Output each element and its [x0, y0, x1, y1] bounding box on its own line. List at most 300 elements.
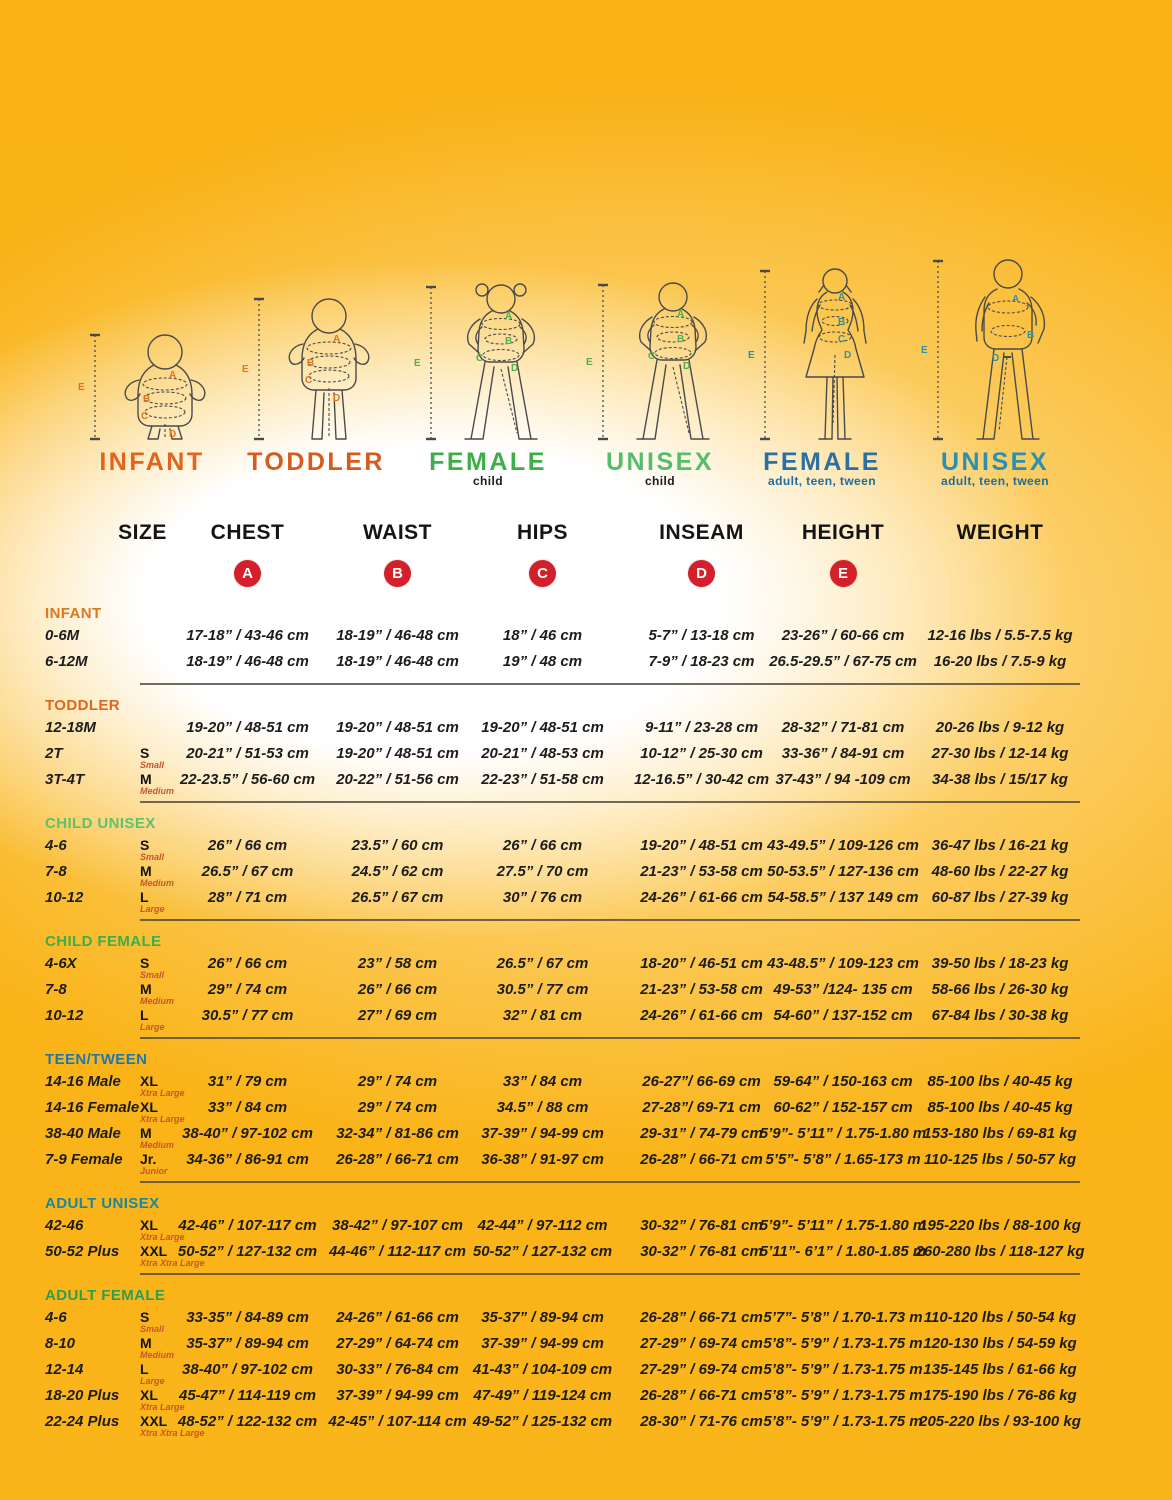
- row-label: 22-24 Plus: [45, 1412, 120, 1430]
- cell-inseam: 21-23” / 53-58 cm: [640, 862, 763, 880]
- cell-waist: 20-22” / 51-56 cm: [336, 770, 459, 788]
- svg-text:B: B: [505, 336, 513, 347]
- svg-text:A: A: [333, 334, 341, 345]
- size-cell: [140, 955, 190, 980]
- cell-height: 5’8”- 5’9” / 1.73-1.75 m: [763, 1334, 923, 1352]
- size-letter: S: [140, 745, 150, 761]
- cell-hips: 19-20” / 48-51 cm: [481, 718, 604, 736]
- size-cell: [140, 1007, 190, 1032]
- cell-weight: 260-280 lbs / 118-127 kg: [915, 1242, 1085, 1260]
- cell-hips: 35-37” / 89-94 cm: [481, 1308, 604, 1326]
- table-row: [0, 1002, 1172, 1032]
- cell-weight: 153-180 lbs / 69-81 kg: [923, 1124, 1077, 1142]
- cell-height: 50-53.5” / 127-136 cm: [767, 862, 919, 880]
- cell-hips: 41-43” / 104-109 cm: [472, 1360, 613, 1378]
- section-title-infant: INFANT: [45, 605, 102, 622]
- cell-waist: 18-19” / 46-48 cm: [336, 626, 459, 644]
- cell-weight: 48-60 lbs / 22-27 kg: [931, 862, 1069, 880]
- row-label: 12-14: [45, 1360, 84, 1378]
- size-letter: M: [140, 1125, 152, 1141]
- table-row: [0, 1382, 1172, 1412]
- row-label: 7-8: [45, 980, 67, 998]
- cell-weight: 110-125 lbs / 50-57 kg: [923, 1150, 1077, 1168]
- figure-female-adult: [747, 261, 897, 447]
- section-divider: [140, 1273, 1080, 1275]
- cell-weight: 205-220 lbs / 93-100 kg: [919, 1412, 1081, 1430]
- row-label: 6-12M: [45, 652, 88, 670]
- row-label: 14-16 Male: [45, 1072, 121, 1090]
- svg-text:C: C: [476, 353, 484, 364]
- size-sublabel: Large: [140, 1022, 165, 1032]
- table-row: [0, 884, 1172, 914]
- size-sublabel: Small: [140, 1324, 165, 1334]
- size-sublabel: Small: [140, 852, 165, 862]
- cell-waist: 44-46” / 112-117 cm: [328, 1242, 467, 1260]
- section-title-child-unisex: CHILD UNISEX: [45, 815, 156, 832]
- size-cell: [140, 837, 190, 862]
- figure-title: TODDLER: [247, 448, 385, 476]
- cell-height: 60-62” / 152-157 cm: [773, 1098, 913, 1116]
- svg-text:B: B: [677, 334, 685, 345]
- cell-hips: 37-39” / 94-99 cm: [481, 1124, 604, 1142]
- cell-inseam: 10-12” / 25-30 cm: [640, 744, 763, 762]
- svg-text:A: A: [169, 370, 177, 381]
- cell-hips: 30” / 76 cm: [502, 888, 583, 906]
- table-row: [0, 766, 1172, 796]
- size-letter: XL: [140, 1073, 158, 1089]
- cell-height: 5’8”- 5’9” / 1.73-1.75 m: [763, 1386, 923, 1404]
- cell-chest: 22-23.5” / 56-60 cm: [179, 770, 316, 788]
- section-title-child-female: CHILD FEMALE: [45, 933, 162, 950]
- cell-hips: 26” / 66 cm: [502, 836, 583, 854]
- size-sublabel: Small: [140, 970, 165, 980]
- table-row: [0, 622, 1172, 648]
- cell-inseam: 27-28”/ 69-71 cm: [642, 1098, 761, 1116]
- size-letter: M: [140, 981, 152, 997]
- figure-label-female-adult: [727, 449, 917, 488]
- cell-inseam: 26-28” / 66-71 cm: [640, 1386, 763, 1404]
- cell-weight: 27-30 lbs / 12-14 kg: [931, 744, 1069, 762]
- svg-text:C: C: [648, 351, 656, 362]
- badge-c-icon: C: [529, 560, 556, 587]
- row-label: 38-40 Male: [45, 1124, 121, 1142]
- figure-title: INFANT: [99, 448, 205, 476]
- cell-hips: 32” / 81 cm: [502, 1006, 583, 1024]
- cell-chest: 26.5” / 67 cm: [201, 862, 294, 880]
- cell-weight: 60-87 lbs / 27-39 kg: [931, 888, 1069, 906]
- size-letter: S: [140, 837, 150, 853]
- row-label: 4-6: [45, 836, 67, 854]
- cell-height: 5’9”- 5’11” / 1.75-1.80 m: [759, 1216, 927, 1234]
- row-label: 12-18M: [45, 718, 96, 736]
- cell-weight: 34-38 lbs / 15/17 kg: [932, 770, 1068, 788]
- size-cell: [140, 1217, 190, 1242]
- size-cell: [140, 1125, 190, 1150]
- cell-height: 5’7”- 5’8” / 1.70-1.73 m: [763, 1308, 923, 1326]
- cell-hips: 22-23” / 51-58 cm: [481, 770, 604, 788]
- cell-inseam: 24-26” / 61-66 cm: [640, 888, 763, 906]
- cell-hips: 33” / 84 cm: [502, 1072, 583, 1090]
- size-cell: [140, 981, 190, 1006]
- cell-chest: 50-52” / 127-132 cm: [177, 1242, 318, 1260]
- cell-chest: 48-52” / 122-132 cm: [177, 1412, 318, 1430]
- figure-label-unisex-adult: [900, 449, 1090, 488]
- svg-text:D: D: [169, 429, 177, 440]
- size-letter: Jr.: [140, 1151, 157, 1167]
- cell-hips: 37-39” / 94-99 cm: [481, 1334, 604, 1352]
- size-letter: L: [140, 1007, 149, 1023]
- size-sublabel: Xtra Large: [140, 1402, 185, 1412]
- cell-chest: 34-36” / 86-91 cm: [186, 1150, 309, 1168]
- figure-female-child: [413, 277, 563, 447]
- cell-waist: 38-42” / 97-107 cm: [332, 1216, 463, 1234]
- cell-inseam: 26-27”/ 66-69 cm: [642, 1072, 761, 1090]
- figure-subtitle: child: [472, 474, 503, 489]
- badge-e-icon: E: [830, 560, 857, 587]
- cell-chest: 42-46” / 107-117 cm: [178, 1216, 317, 1234]
- badge-row: [0, 550, 1172, 596]
- svg-text:D: D: [683, 361, 691, 372]
- table-header-row: [0, 516, 1172, 550]
- size-cell: [140, 745, 190, 770]
- size-cell: [140, 1335, 190, 1360]
- table-row: [0, 1212, 1172, 1242]
- svg-text:B: B: [1027, 330, 1035, 341]
- section-divider: [140, 683, 1080, 685]
- row-label: 0-6M: [45, 626, 80, 644]
- size-letter: XL: [140, 1099, 158, 1115]
- cell-waist: 30-33” / 76-84 cm: [336, 1360, 459, 1378]
- size-cell: [140, 889, 190, 914]
- cell-weight: 20-26 lbs / 9-12 kg: [935, 718, 1065, 736]
- cell-inseam: 5-7” / 13-18 cm: [648, 626, 755, 644]
- cell-chest: 38-40” / 97-102 cm: [182, 1360, 313, 1378]
- cell-hips: 47-49” / 119-124 cm: [473, 1386, 612, 1404]
- cell-chest: 30.5” / 77 cm: [201, 1006, 294, 1024]
- row-label: 2T: [45, 744, 63, 762]
- cell-waist: 37-39” / 94-99 cm: [336, 1386, 459, 1404]
- cell-weight: 67-84 lbs / 30-38 kg: [931, 1006, 1069, 1024]
- svg-text:E: E: [586, 357, 593, 368]
- cell-weight: 16-20 lbs / 7.5-9 kg: [933, 652, 1067, 670]
- size-cell: [140, 1073, 190, 1098]
- size-letter: M: [140, 863, 152, 879]
- cell-inseam: 29-31” / 74-79 cm: [640, 1124, 763, 1142]
- cell-inseam: 9-11” / 23-28 cm: [644, 718, 759, 736]
- cell-chest: 33-35” / 84-89 cm: [186, 1308, 309, 1326]
- table-row: [0, 1356, 1172, 1386]
- cell-inseam: 7-9” / 18-23 cm: [648, 652, 755, 670]
- cell-waist: 23.5” / 60 cm: [351, 836, 444, 854]
- cell-height: 28-32” / 71-81 cm: [781, 718, 905, 736]
- header-inseam: INSEAM: [659, 521, 744, 544]
- section-title-toddler: TODDLER: [45, 697, 121, 714]
- header-size: SIZE: [118, 521, 167, 544]
- svg-text:A: A: [505, 311, 513, 322]
- header-hips: HIPS: [516, 521, 568, 544]
- row-label: 18-20 Plus: [45, 1386, 120, 1404]
- cell-waist: 26-28” / 66-71 cm: [336, 1150, 459, 1168]
- size-sublabel: Xtra Large: [140, 1088, 185, 1098]
- cell-chest: 28” / 71 cm: [207, 888, 288, 906]
- figure-toddler: [241, 289, 391, 447]
- svg-text:C: C: [305, 375, 313, 386]
- cell-hips: 42-44” / 97-112 cm: [477, 1216, 608, 1234]
- svg-text:A: A: [677, 309, 685, 320]
- cell-inseam: 30-32” / 76-81 cm: [640, 1242, 763, 1260]
- section-title-adult-unisex: ADULT UNISEX: [45, 1195, 160, 1212]
- toddler-figure-icon: [241, 289, 391, 447]
- cell-hips: 30.5” / 77 cm: [496, 980, 589, 998]
- table-row: [0, 714, 1172, 740]
- cell-height: 33-36” / 84-91 cm: [781, 744, 905, 762]
- section-divider: [140, 1037, 1080, 1039]
- unisex-child-figure-icon: [585, 275, 735, 447]
- row-label: 42-46: [45, 1216, 84, 1234]
- header-height: HEIGHT: [801, 521, 885, 544]
- size-letter: M: [140, 771, 152, 787]
- cell-inseam: 19-20” / 48-51 cm: [640, 836, 763, 854]
- figure-label-toddler: [221, 449, 411, 475]
- figure-title: FEMALE: [763, 448, 881, 476]
- row-label: 4-6X: [45, 954, 77, 972]
- cell-waist: 19-20” / 48-51 cm: [336, 718, 459, 736]
- svg-text:A: A: [838, 292, 846, 303]
- row-label: 14-16 Female: [45, 1098, 140, 1116]
- row-label: 8-10: [45, 1334, 76, 1352]
- size-cell: [140, 1151, 190, 1176]
- cell-weight: 85-100 lbs / 40-45 kg: [927, 1098, 1073, 1116]
- table-row: [0, 1304, 1172, 1334]
- size-letter: L: [140, 1361, 149, 1377]
- section-divider: [140, 801, 1080, 803]
- cell-inseam: 27-29” / 69-74 cm: [640, 1360, 763, 1378]
- section-title-teen-tween: TEEN/TWEEN: [45, 1051, 148, 1068]
- cell-waist: 23” / 58 cm: [357, 954, 438, 972]
- size-cell: [140, 1243, 205, 1268]
- figure-label-infant: [57, 449, 247, 475]
- cell-inseam: 27-29” / 69-74 cm: [640, 1334, 763, 1352]
- figure-title: UNISEX: [605, 448, 715, 476]
- badge-d-icon: D: [688, 560, 715, 587]
- cell-height: 5’11”- 6’1” / 1.80-1.85 m: [759, 1242, 927, 1260]
- size-sublabel: Junior: [140, 1166, 168, 1176]
- cell-weight: 12-16 lbs / 5.5-7.5 kg: [927, 626, 1073, 644]
- cell-inseam: 26-28” / 66-71 cm: [640, 1150, 763, 1168]
- size-sublabel: Xtra Large: [140, 1114, 185, 1124]
- size-sublabel: Medium: [140, 1140, 175, 1150]
- row-label: 7-9 Female: [45, 1150, 123, 1168]
- svg-text:C: C: [838, 334, 846, 345]
- figure-label-female-child: [393, 449, 583, 488]
- size-letter: S: [140, 1309, 150, 1325]
- cell-waist: 18-19” / 46-48 cm: [336, 652, 459, 670]
- cell-inseam: 28-30” / 71-76 cm: [640, 1412, 763, 1430]
- row-label: 50-52 Plus: [45, 1242, 120, 1260]
- cell-waist: 26” / 66 cm: [357, 980, 438, 998]
- unisex-adult-figure-icon: [920, 251, 1070, 447]
- female-adult-figure-icon: [747, 261, 897, 447]
- row-label: 10-12: [45, 888, 84, 906]
- size-sublabel: Xtra Large: [140, 1232, 185, 1242]
- cell-waist: 32-34” / 81-86 cm: [336, 1124, 459, 1142]
- badge-a-icon: A: [234, 560, 261, 587]
- cell-inseam: 21-23” / 53-58 cm: [640, 980, 763, 998]
- cell-weight: 120-130 lbs / 54-59 kg: [923, 1334, 1077, 1352]
- cell-weight: 85-100 lbs / 40-45 kg: [927, 1072, 1073, 1090]
- cell-waist: 19-20” / 48-51 cm: [336, 744, 459, 762]
- figure-subtitle: adult, teen, tween: [768, 474, 876, 489]
- row-label: 4-6: [45, 1308, 67, 1326]
- cell-waist: 27” / 69 cm: [357, 1006, 438, 1024]
- cell-height: 5’9”- 5’11” / 1.75-1.80 m: [759, 1124, 927, 1142]
- table-row: [0, 648, 1172, 674]
- size-cell: [140, 1309, 190, 1334]
- cell-hips: 34.5” / 88 cm: [496, 1098, 589, 1116]
- size-sublabel: Small: [140, 760, 165, 770]
- svg-text:E: E: [78, 382, 85, 393]
- infant-figure-icon: [77, 325, 227, 447]
- svg-text:D: D: [844, 350, 852, 361]
- section-title-adult-female: ADULT FEMALE: [45, 1287, 166, 1304]
- female-child-figure-icon: [413, 277, 563, 447]
- svg-text:B: B: [143, 394, 151, 405]
- header-chest: CHEST: [210, 521, 285, 544]
- svg-text:E: E: [748, 350, 755, 361]
- cell-weight: 175-190 lbs / 76-86 kg: [923, 1386, 1077, 1404]
- size-letter: XXL: [140, 1243, 168, 1259]
- cell-weight: 58-66 lbs / 26-30 kg: [931, 980, 1069, 998]
- cell-chest: 29” / 74 cm: [207, 980, 288, 998]
- cell-chest: 18-19” / 46-48 cm: [186, 652, 309, 670]
- cell-chest: 38-40” / 97-102 cm: [182, 1124, 313, 1142]
- size-cell: [140, 1099, 190, 1124]
- cell-hips: 18” / 46 cm: [502, 626, 583, 644]
- cell-chest: 20-21” / 51-53 cm: [186, 744, 309, 762]
- table-row: [0, 858, 1172, 888]
- svg-text:E: E: [242, 364, 249, 375]
- svg-text:A: A: [1012, 294, 1020, 305]
- cell-hips: 50-52” / 127-132 cm: [472, 1242, 613, 1260]
- cell-inseam: 24-26” / 61-66 cm: [640, 1006, 763, 1024]
- size-sublabel: Large: [140, 1376, 165, 1386]
- cell-height: 43-48.5” / 109-123 cm: [767, 954, 919, 972]
- cell-hips: 19” / 48 cm: [502, 652, 583, 670]
- cell-chest: 35-37” / 89-94 cm: [186, 1334, 309, 1352]
- section-divider: [140, 1181, 1080, 1183]
- cell-height: 54-58.5” / 137 149 cm: [767, 888, 919, 906]
- cell-height: 37-43” / 94 -109 cm: [775, 770, 911, 788]
- size-letter: XXL: [140, 1413, 168, 1429]
- cell-height: 59-64” / 150-163 cm: [773, 1072, 913, 1090]
- size-cell: [140, 771, 190, 796]
- size-cell: [140, 863, 190, 888]
- cell-weight: 36-47 lbs / 16-21 kg: [931, 836, 1069, 854]
- cell-waist: 29” / 74 cm: [357, 1072, 438, 1090]
- figure-title: FEMALE: [429, 448, 547, 476]
- row-label: 10-12: [45, 1006, 84, 1024]
- figure-unisex-child: [585, 275, 735, 447]
- cell-hips: 49-52” / 125-132 cm: [472, 1412, 613, 1430]
- cell-inseam: 30-32” / 76-81 cm: [640, 1216, 763, 1234]
- cell-inseam: 18-20” / 46-51 cm: [640, 954, 763, 972]
- cell-hips: 36-38” / 91-97 cm: [481, 1150, 604, 1168]
- svg-text:B: B: [838, 317, 846, 328]
- figure-subtitle: child: [644, 474, 675, 489]
- size-sublabel: Xtra Xtra Large: [140, 1428, 205, 1438]
- cell-height: 26.5-29.5” / 67-75 cm: [769, 652, 917, 670]
- table-row: [0, 1330, 1172, 1360]
- svg-text:E: E: [921, 345, 928, 356]
- figure-unisex-adult: [920, 251, 1070, 447]
- badge-b-icon: B: [384, 560, 411, 587]
- cell-chest: 17-18” / 43-46 cm: [186, 626, 309, 644]
- header-waist: WAIST: [363, 521, 432, 544]
- cell-height: 5’8”- 5’9” / 1.73-1.75 m: [763, 1360, 923, 1378]
- cell-hips: 27.5” / 70 cm: [496, 862, 589, 880]
- cell-hips: 20-21” / 48-53 cm: [481, 744, 604, 762]
- cell-waist: 29” / 74 cm: [357, 1098, 438, 1116]
- size-sublabel: Medium: [140, 1350, 175, 1360]
- cell-height: 23-26” / 60-66 cm: [781, 626, 905, 644]
- cell-waist: 27-29” / 64-74 cm: [336, 1334, 459, 1352]
- cell-waist: 24.5” / 62 cm: [351, 862, 444, 880]
- svg-text:D: D: [511, 363, 519, 374]
- cell-height: 43-49.5” / 109-126 cm: [767, 836, 919, 854]
- svg-text:E: E: [414, 358, 421, 369]
- svg-text:D: D: [992, 353, 1000, 364]
- size-sublabel: Large: [140, 904, 165, 914]
- cell-height: 49-53” /124- 135 cm: [773, 980, 913, 998]
- size-cell: [140, 1361, 190, 1386]
- size-sublabel: Medium: [140, 878, 175, 888]
- size-letter: XL: [140, 1387, 158, 1403]
- table-row: [0, 1068, 1172, 1098]
- size-sublabel: Medium: [140, 996, 175, 1006]
- cell-weight: 110-120 lbs / 50-54 kg: [923, 1308, 1077, 1326]
- cell-height: 54-60” / 137-152 cm: [773, 1006, 913, 1024]
- cell-height: 5’8”- 5’9” / 1.73-1.75 m: [763, 1412, 923, 1430]
- cell-chest: 19-20” / 48-51 cm: [186, 718, 309, 736]
- cell-chest: 33” / 84 cm: [207, 1098, 288, 1116]
- size-sublabel: Medium: [140, 786, 175, 796]
- svg-text:B: B: [307, 358, 315, 369]
- cell-waist: 26.5” / 67 cm: [351, 888, 444, 906]
- cell-weight: 135-145 lbs / 61-66 kg: [923, 1360, 1077, 1378]
- cell-inseam: 12-16.5” / 30-42 cm: [633, 770, 770, 788]
- cell-weight: 39-50 lbs / 18-23 kg: [931, 954, 1069, 972]
- figure-title: UNISEX: [940, 448, 1050, 476]
- cell-hips: 26.5” / 67 cm: [496, 954, 589, 972]
- row-label: 7-8: [45, 862, 67, 880]
- size-sublabel: Xtra Xtra Large: [140, 1258, 205, 1268]
- section-divider: [140, 919, 1080, 921]
- cell-inseam: 26-28” / 66-71 cm: [640, 1308, 763, 1326]
- cell-height: 5’5”- 5’8” / 1.65-173 m: [765, 1150, 921, 1168]
- size-letter: L: [140, 889, 149, 905]
- svg-text:D: D: [333, 393, 341, 404]
- figure-infant: [77, 325, 227, 447]
- cell-chest: 31” / 79 cm: [207, 1072, 288, 1090]
- size-letter: XL: [140, 1217, 158, 1233]
- table-row: [0, 832, 1172, 862]
- figure-subtitle: adult, teen, tween: [941, 474, 1049, 489]
- size-table: [0, 516, 1172, 1438]
- cell-chest: 26” / 66 cm: [207, 954, 288, 972]
- cell-chest: 45-47” / 114-119 cm: [178, 1386, 317, 1404]
- table-row: [0, 950, 1172, 980]
- row-label: 3T-4T: [45, 770, 85, 788]
